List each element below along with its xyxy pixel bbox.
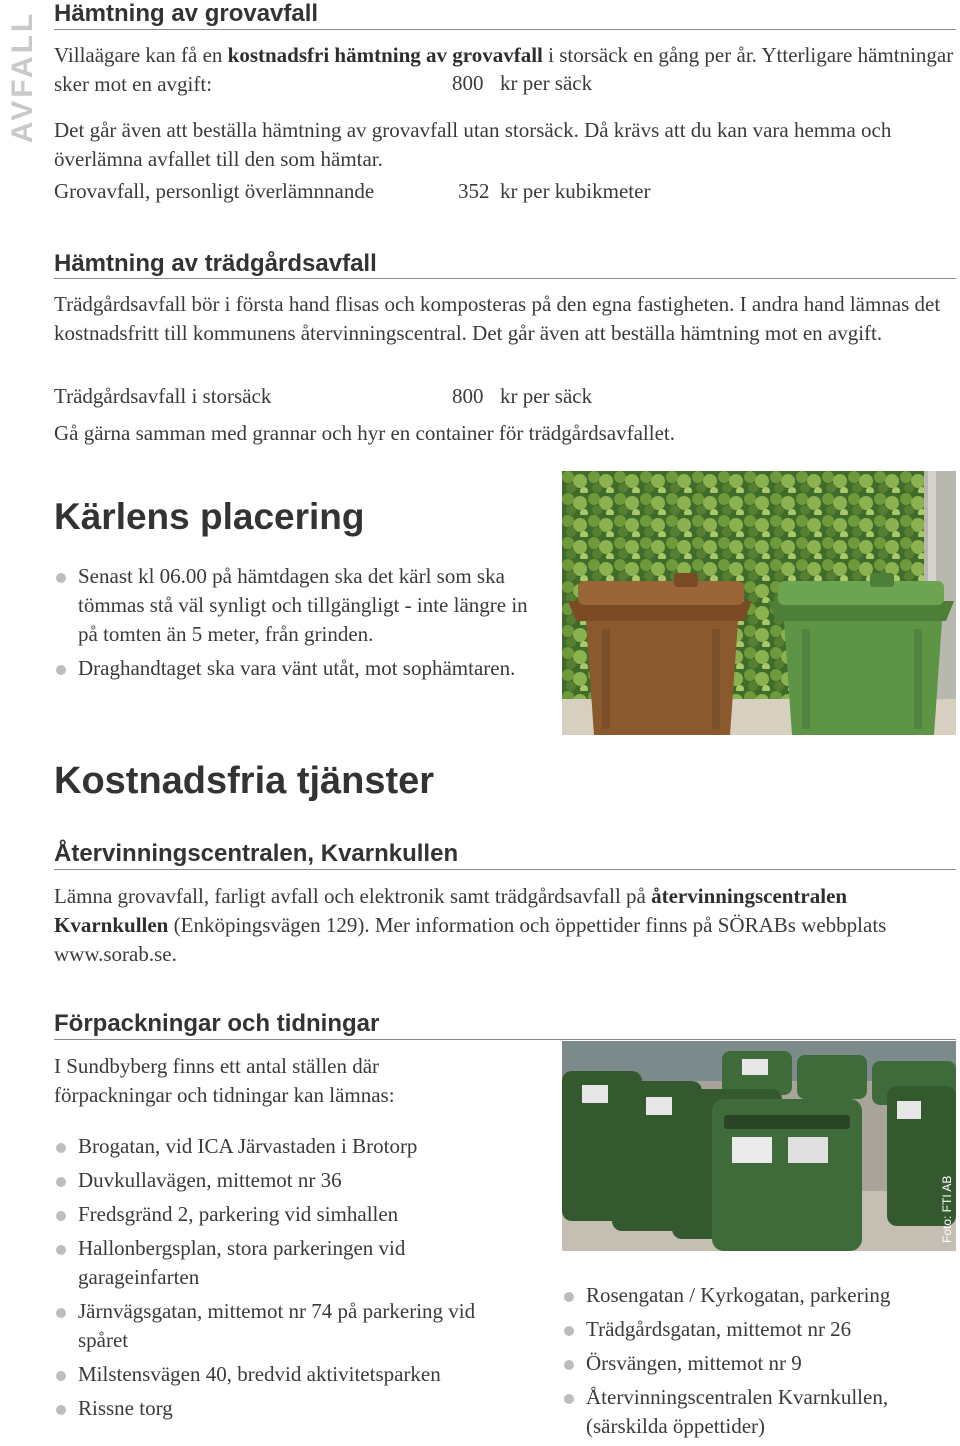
tradgard-heading-wrap	[54, 250, 377, 278]
grovavfall-price-unit: kr per säck	[500, 71, 593, 95]
dropoff-location: Järnvägsgatan, mittemot nr 74 på parkering vid spåret	[54, 1297, 514, 1355]
atervinning-p-post: (Enköpingsvägen 129). Mer information och öppettider finns på SÖRABs webbplats www.sorab.se.	[54, 913, 887, 966]
atervinning-paragraph	[54, 882, 949, 969]
grovavfall-price: 800	[452, 71, 484, 95]
atervinning-p-bold: återvinningscentralen Kvarnkullen	[54, 884, 848, 937]
dropoff-location: Återvinningscentralen Kvarnkullen, (särskilda öppettider)	[562, 1383, 954, 1441]
dropoff-location: Milstensvägen 40, bredvid aktivitetsparken	[54, 1360, 514, 1389]
tradgard-p1	[54, 290, 954, 348]
recycling-station-illustration	[562, 1041, 956, 1251]
dropoff-location: Rissne torg	[54, 1394, 514, 1423]
grovavfall-p2	[54, 116, 954, 174]
tradgard-heading: Hämtning av trädgårdsavfall	[54, 250, 377, 277]
karl-list-wrap	[54, 562, 534, 688]
forpackningar-heading: Förpackningar och tidningar	[54, 1010, 380, 1037]
atervinning-rule	[54, 869, 956, 870]
forpackningar-right-list-wrap	[562, 1281, 954, 1446]
bins-photo-illustration	[562, 471, 956, 735]
kostnadsfria-heading: Kostnadsfria tjänster	[54, 760, 435, 802]
grovavfall-p1-post: i storsäck en gång per år. Ytterligare hämtningar sker mot en avgift:	[54, 43, 954, 96]
atervinning-heading-wrap	[54, 840, 458, 868]
kostnadsfria-heading-wrap	[54, 760, 434, 803]
karl-heading: Kärlens placering	[54, 496, 365, 537]
tradgard-p2-text: Gå gärna samman med grannar och hyr en container för trädgårdsavfallet.	[54, 421, 675, 445]
grovavfall-heading: Hämtning av grovavfall	[54, 0, 319, 27]
forpackningar-heading-wrap	[54, 1010, 379, 1038]
dropoff-location: Trädgårdsgatan, mittemot nr 26	[562, 1315, 954, 1344]
dropoff-location: Brogatan, vid ICA Järvastaden i Brotorp	[54, 1132, 514, 1161]
forpackningar-intro-text: I Sundbyberg finns ett antal ställen där förpackningar och tidningar kan lämnas:	[54, 1054, 395, 1107]
tradgard-p1-text: Trädgårdsavfall bör i första hand flisas och komposteras på den egna fastigheten. I andra hand lämnas det kostnadsfritt till kommunens återvinningscentral. Det går även att beställa hämtning mot en avgift.	[54, 292, 941, 345]
atervinning-p-pre: Lämna grovavfall, farligt avfall och elektronik samt trädgårdsavfall på	[54, 884, 652, 908]
forpackningar-left-list-wrap	[54, 1132, 514, 1428]
grovavfall-price-row	[452, 71, 752, 100]
section-side-tab	[0, 0, 40, 150]
grovavfall-rule	[54, 29, 956, 30]
recycling-station-photo	[562, 1041, 956, 1251]
forpackningar-left-list	[54, 1132, 514, 1423]
forpackningar-rule	[54, 1039, 956, 1040]
grovavfall-personligt-row	[54, 179, 854, 208]
forpackningar-intro	[54, 1052, 454, 1110]
grovavfall-heading-wrap	[54, 0, 318, 28]
dropoff-location: Duvkullavägen, mittemot nr 36	[54, 1166, 514, 1195]
forpackningar-right-list	[562, 1281, 954, 1441]
dropoff-location: Rosengatan / Kyrkogatan, parkering	[562, 1281, 954, 1310]
tradgard-rule	[54, 278, 956, 279]
grovavfall-personligt-unit: kr per kubikmeter	[500, 179, 651, 203]
karl-item: Senast kl 06.00 på hämtdagen ska det kärl som ska tömmas stå väl synligt och tillgängligt - inte längre in på tomten än 5 meter, från grinden.	[54, 562, 534, 649]
karl-heading-wrap	[54, 496, 365, 538]
bins-photo	[562, 471, 956, 735]
photo-credit: Foto: FTI AB	[940, 1175, 954, 1243]
dropoff-location: Hallonbergsplan, stora parkeringen vid garageinfarten	[54, 1234, 514, 1292]
grovavfall-personligt-label: Grovavfall, personligt överlämnnande	[54, 179, 375, 203]
grovavfall-p1-bold: kostnadsfri hämtning av grovavfall	[227, 43, 543, 67]
karl-item: Draghandtaget ska vara vänt utåt, mot sophämtaren.	[54, 654, 534, 683]
grovavfall-p2-text: Det går även att beställa hämtning av grovavfall utan storsäck. Då krävs att du kan vara hemma och överlämna avfallet till den som hämtar.	[54, 118, 892, 171]
side-tab-label: AVFALL	[6, 10, 39, 144]
grovavfall-personligt-price: 352	[458, 179, 490, 203]
tradgard-price-row	[54, 384, 854, 413]
atervinning-heading: Återvinningscentralen, Kvarnkullen	[54, 840, 459, 867]
tradgard-row-unit: kr per säck	[500, 384, 593, 408]
dropoff-location: Örsvängen, mittemot nr 9	[562, 1349, 954, 1378]
tradgard-row-label: Trädgårdsavfall i storsäck	[54, 384, 272, 408]
tradgard-p2	[54, 419, 954, 448]
tradgard-row-price: 800	[452, 384, 484, 408]
dropoff-location: Fredsgränd 2, parkering vid simhallen	[54, 1200, 514, 1229]
karl-list	[54, 562, 534, 683]
grovavfall-p1-pre: Villaägare kan få en	[54, 43, 228, 67]
